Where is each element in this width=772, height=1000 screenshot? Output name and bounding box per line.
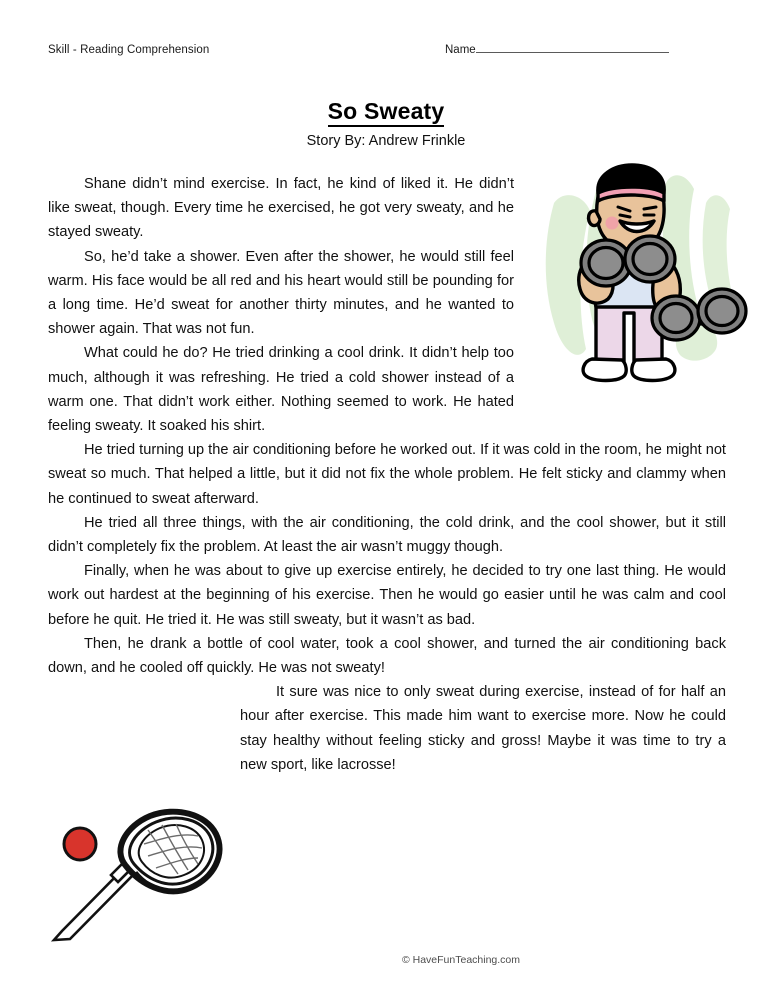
title-block — [0, 98, 772, 149]
story-paragraph: Finally, when he was about to give up exercise entirely, he decided to try one last thing. He would work out hardest at the beginning of his exercise. Then he would go easier until he was calm and cool before he quit. He tried it. He was still sweaty, but it wasn’t as bad. — [48, 563, 726, 628]
page-header — [48, 44, 724, 66]
story-paragraph: So, he’d take a shower. Even after the shower, he would still feel warm. His face would be all red and his heart would still be pounding for a long time. He’d sweat for another thirty minutes, and he wanted to shower again. That was not fun. — [48, 248, 514, 338]
name-label: Name — [445, 44, 476, 56]
story-byline: Story By: Andrew Frinkle — [306, 133, 466, 150]
story-paragraph: What could he do? He tried drinking a cool drink. It didn’t help too much, although it was refreshing. He tried a cold shower instead of a warm one. That didn’t work either. Nothing seemed to work. He hated feeling sweaty. It soaked his shirt. — [48, 345, 514, 435]
page-footer — [0, 954, 772, 966]
boy-illustration-text-wrap-spacer — [514, 172, 726, 398]
skill-label: Skill - Reading Comprehension — [48, 44, 210, 56]
story-paragraph: He tried turning up the air conditioning before he worked out. If it was cold in the room, he might not sweat so much. That helped a little, but it did not fix the whole problem. He felt sticky and clammy when he continued to sweat afterward. — [48, 442, 726, 507]
story-paragraph: He tried all three things, with the air conditioning, the cold drink, and the cool shower, but it still didn’t completely fix the problem. At least the air wasn’t muggy though. — [48, 514, 726, 556]
lacrosse-illustration-text-wrap-spacer — [48, 680, 240, 804]
story-paragraph: Shane didn’t mind exercise. In fact, he kind of liked it. He didn’t like sweat, though. Every time he exercised, he got very sweaty, and he stayed sweaty. — [48, 176, 514, 241]
story-paragraph: Then, he drank a bottle of cool water, took a cool shower, and turned the air conditioning back down, and he cooled off quickly. He was not sweaty! — [48, 635, 726, 677]
story-paragraph: It sure was nice to only sweat during exercise, instead of for half an hour after exercise. This made him want to exercise more. Now he could stay healthy without feeling sticky and gross! Maybe it was time to try a new sport, like lacrosse! — [240, 684, 726, 773]
name-write-in-line[interactable] — [476, 52, 669, 53]
page-title: So Sweaty — [328, 98, 445, 127]
name-field-block — [445, 44, 669, 56]
lacrosse-stick-and-ball-illustration — [48, 800, 238, 945]
copyright-text: © HaveFunTeaching.com — [401, 954, 521, 966]
story-body — [48, 172, 726, 804]
